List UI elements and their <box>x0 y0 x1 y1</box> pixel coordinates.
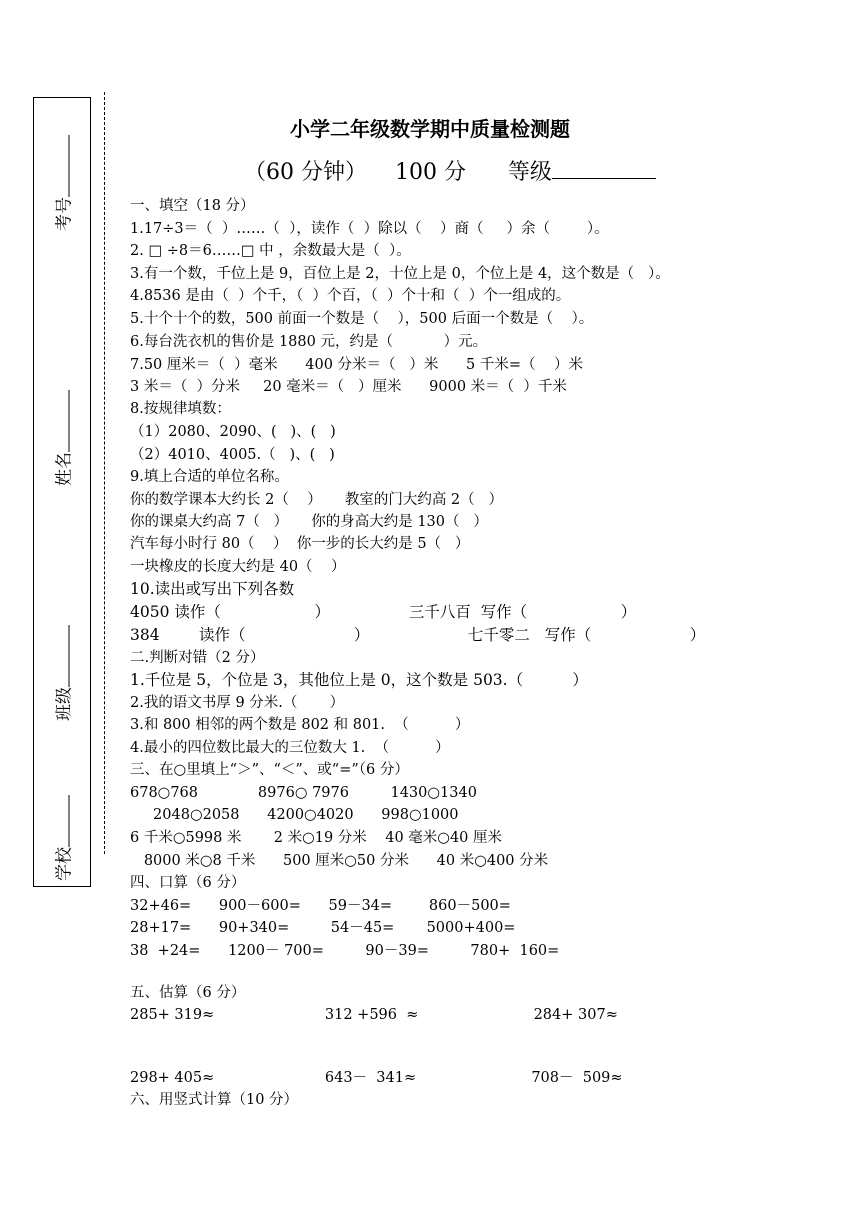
question-line: 4050 读作（ ） 三千八百 写作（ ） <box>130 603 637 621</box>
name-label: 姓名 <box>50 390 75 486</box>
question-line: 你的课桌大约高 7（ ） 你的身高大约是 130（ ） <box>130 514 488 530</box>
question-line: 384 读作（ ） 七千零二 写作（ ） <box>130 626 706 644</box>
student-info-box <box>33 97 91 887</box>
question-line: 298+ 405≈ 643－ 341≈ 708－ 509≈ <box>130 1070 623 1086</box>
section-heading: 一、填空（18 分） <box>130 198 255 214</box>
question-line: 2.我的语文书厚 9 分米.（ ） <box>130 695 345 711</box>
question-line: 285+ 319≈ 312 +596 ≈ 284+ 307≈ <box>130 1007 618 1023</box>
grade-blank <box>552 158 656 179</box>
class-label: 班级 <box>50 625 75 721</box>
question-line: 9.填上合适的单位名称。 <box>130 469 289 485</box>
question-line: 4.最小的四位数比最大的三位数大 1. （ ） <box>130 740 450 756</box>
question-line: 2048○2058 4200○4020 998○1000 <box>130 807 459 823</box>
section-heading: 三、在○里填上“＞”、“＜”、或“=”（6 分） <box>130 762 409 778</box>
question-line: 4.8536 是由（ ）个千，（ ）个百，（ ）个十和（ ）个一组成的。 <box>130 288 571 304</box>
question-line: 汽车每小时行 80（ ） 你一步的长大约是 5（ ） <box>130 536 470 552</box>
question-line: 3.和 800 相邻的两个数是 802 和 801. （ ） <box>130 717 470 733</box>
question-line: 一块橡皮的长度大约是 40（ ） <box>130 559 346 575</box>
question-line: （1）2080、2090、( )、( ) <box>130 424 336 440</box>
question-line: 你的数学课本大约长 2（ ） 教室的门大约高 2（ ） <box>130 492 503 508</box>
question-line: 38 +24= 1200－ 700= 90－39= 780+ 160= <box>130 943 560 959</box>
section-heading: 四、口算（6 分） <box>130 875 246 891</box>
question-line: 5.十个十个的数，500 前面一个数是（ ），500 后面一个数是（ ）。 <box>130 311 594 327</box>
page-subtitle: （60 分钟） 100 分 等级 <box>244 155 656 186</box>
page-title: 小学二年级数学期中质量检测题 <box>290 117 570 141</box>
question-line: 1.17÷3＝（ ）……（ ），读作（ ）除以（ ）商（ ）余（ ）。 <box>130 221 609 237</box>
question-line: 6 千米○5998 米 2 米○19 分米 40 毫米○40 厘米 <box>130 830 503 846</box>
exam-no-label: 考号 <box>50 135 75 231</box>
question-line: 2. □ ÷8＝6……□ 中 ，余数最大是（ ）。 <box>130 243 411 259</box>
question-line: （2）4010、4005.（ )、( ) <box>130 447 335 463</box>
question-line: 6.每台洗衣机的售价是 1880 元，约是（ ）元。 <box>130 334 488 350</box>
school-label: 学校 <box>50 795 75 881</box>
question-line: 7.50 厘米＝（ ）毫米 400 分米＝（ ）米 5 千米=（ ）米 <box>130 357 583 373</box>
section-heading: 二.判断对错（2 分） <box>130 650 265 666</box>
binding-dash-line <box>104 92 105 854</box>
question-line: 32+46= 900－600= 59－34= 860－500= <box>130 898 511 914</box>
section-heading: 五、估算（6 分） <box>130 985 246 1001</box>
question-line: 3.有一个数，千位上是 9，百位上是 2，十位上是 0，个位上是 4，这个数是（ ）。 <box>130 266 670 282</box>
question-line: 28+17= 90+340= 54－45= 5000+400= <box>130 920 516 936</box>
question-line: 3 米＝（ ）分米 20 毫米＝（ ）厘米 9000 米＝（ ）千米 <box>130 379 567 395</box>
question-line: 678○768 8976○ 7976 1430○1340 <box>130 785 477 801</box>
question-line: 8000 米○8 千米 500 厘米○50 分米 40 米○400 分米 <box>130 853 549 869</box>
question-line: 1.千位是 5，个位是 3，其他位上是 0，这个数是 503.（ ） <box>130 671 588 689</box>
question-line: 10.读出或写出下列各数 <box>130 580 295 598</box>
section-heading: 六、用竖式计算（10 分） <box>130 1092 299 1108</box>
question-line: 8.按规律填数： <box>130 401 231 417</box>
